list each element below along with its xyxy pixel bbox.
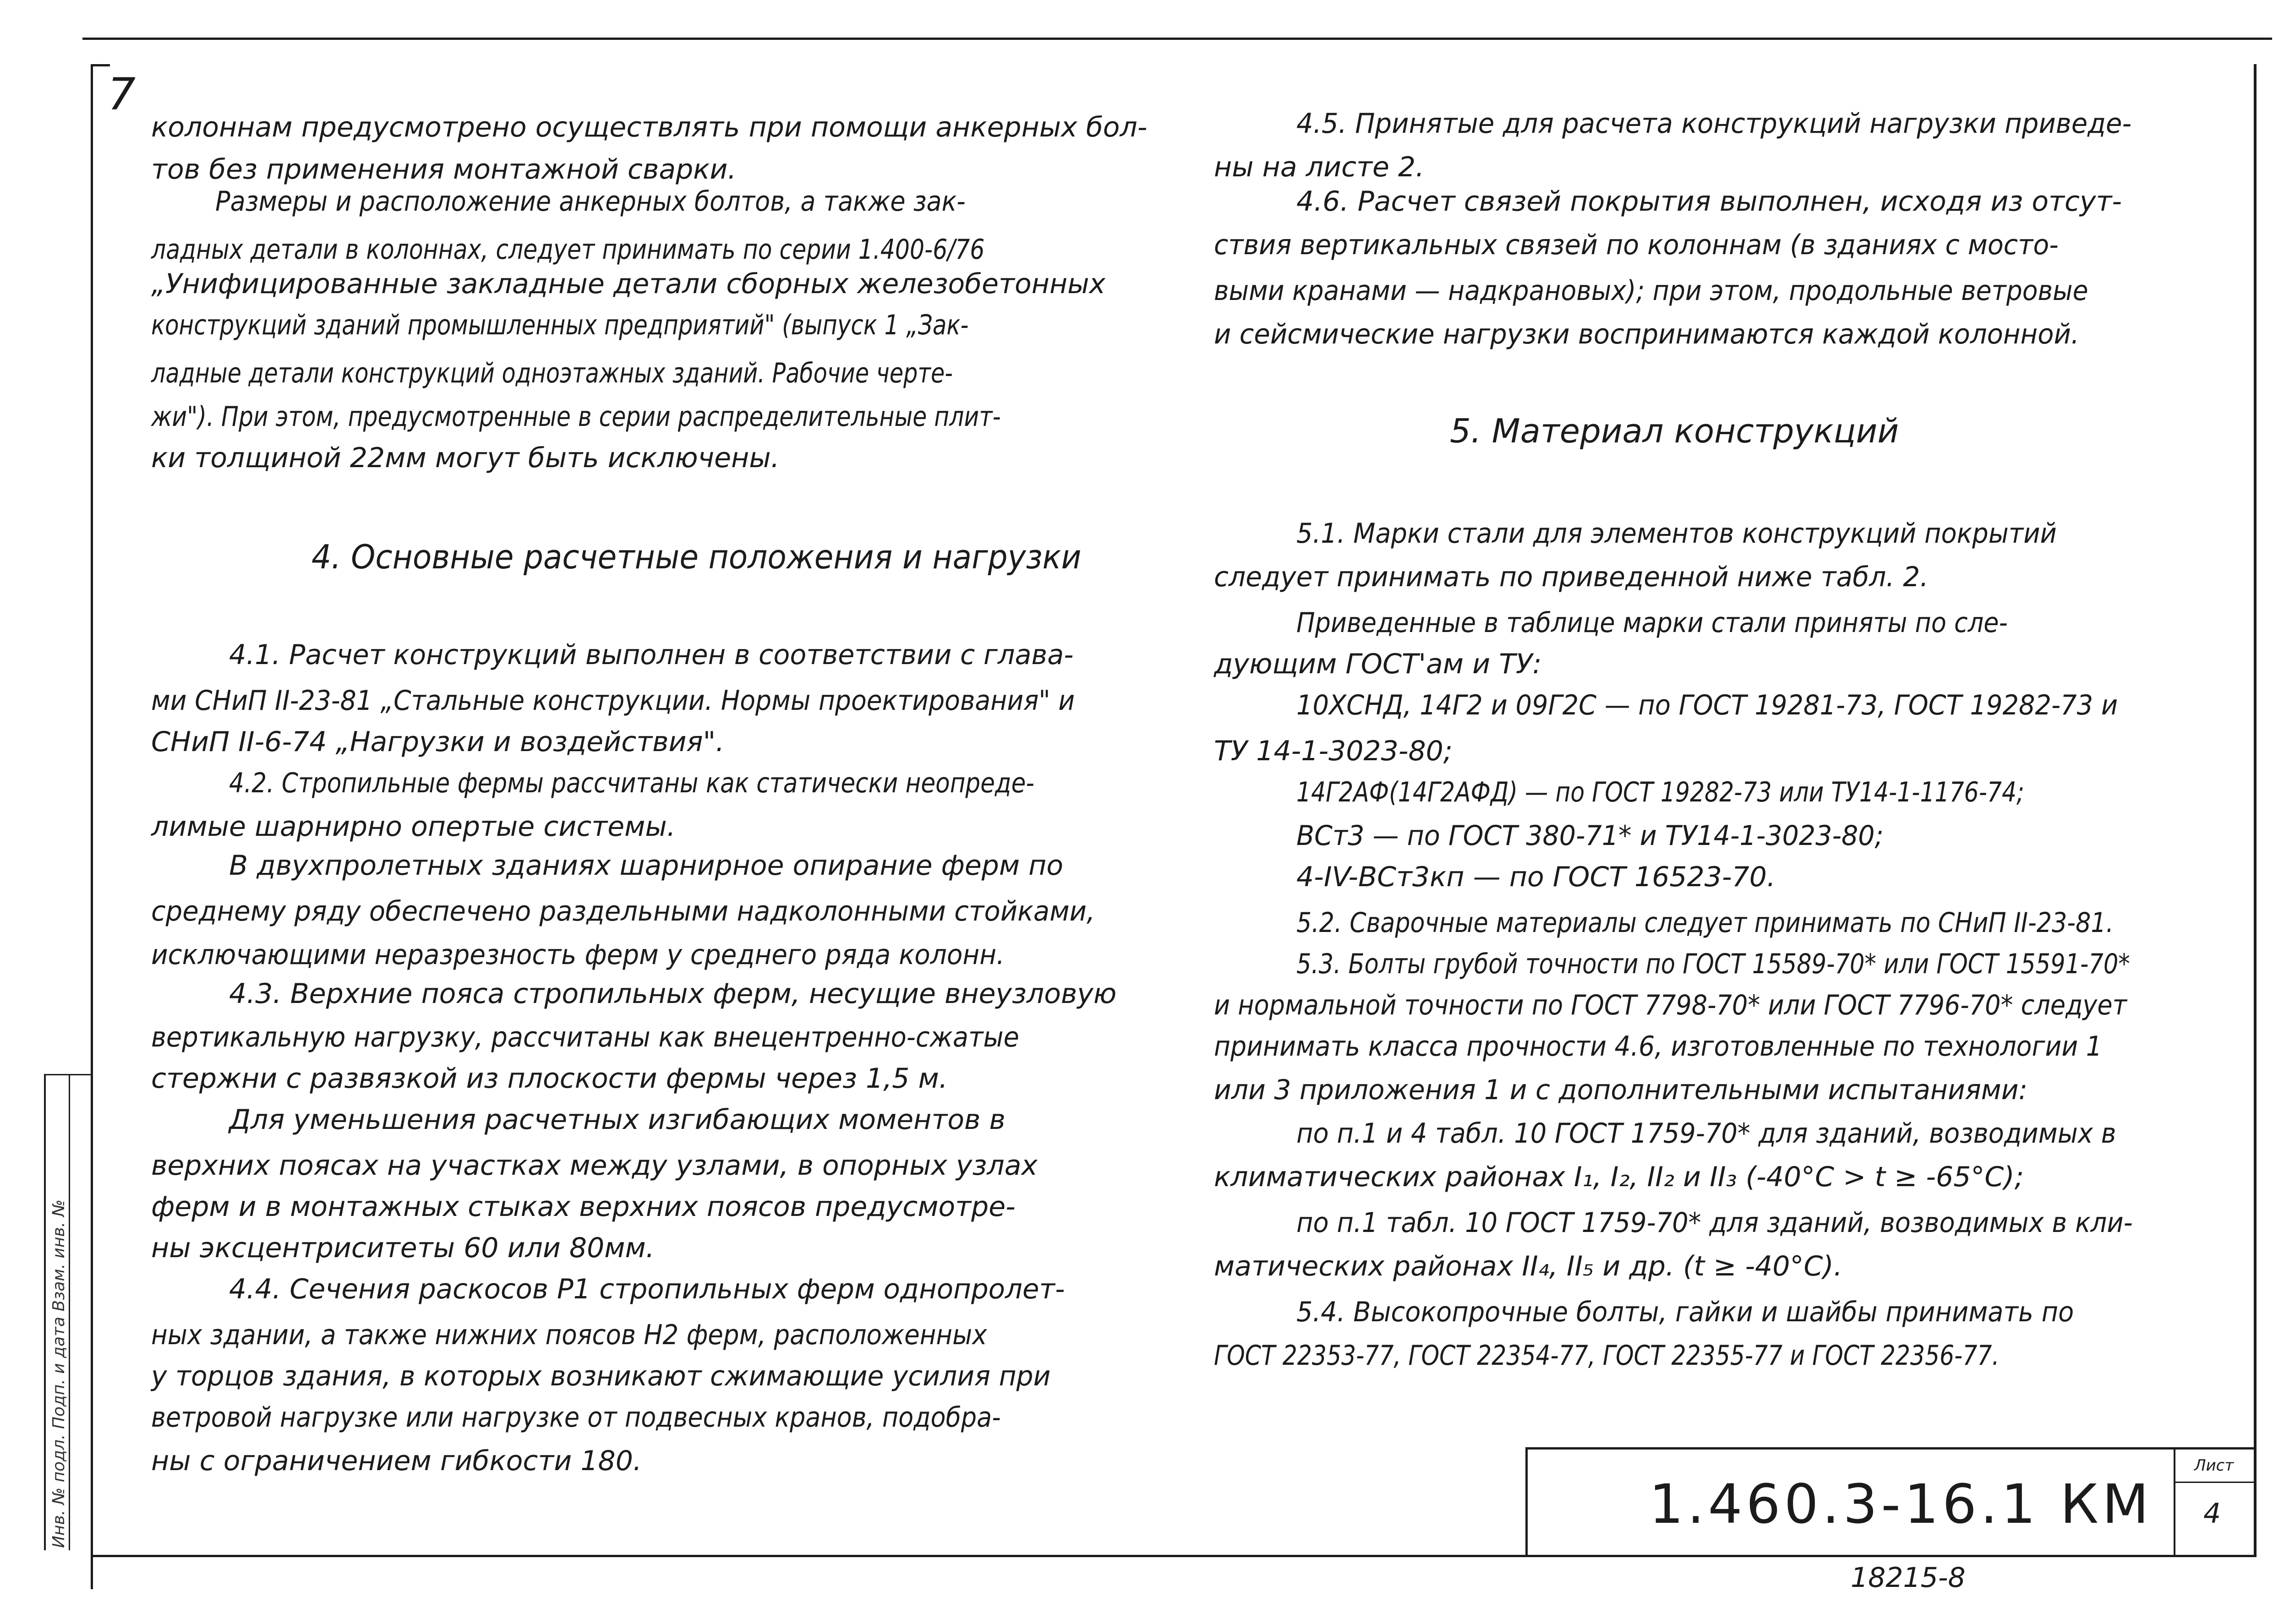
text-line: „Унифицированные закладные детали сборных железобетонных: [151, 268, 1106, 300]
text-line: стержни с развязкой из плоскости фермы через 1,5 м.: [151, 1063, 948, 1095]
text-line: ки толщиной 22мм могут быть исключены.: [151, 442, 780, 474]
text-line: ны эксцентриситеты 60 или 80мм.: [151, 1232, 655, 1264]
text-line: конструкций зданий промышленных предприятий" (выпуск 1 „Зак-: [151, 309, 969, 341]
text-line: и нормальной точности по ГОСТ 7798-70* или ГОСТ 7796-70* следует: [1214, 989, 2127, 1021]
text-line: ми СНиП II-23-81 „Стальные конструкции. Нормы проектирования" и: [151, 685, 1075, 717]
side-strip-top: [44, 1074, 92, 1075]
page-number: 7: [108, 69, 136, 120]
text-line: исключающими неразрезность ферм у среднего ряда колонн.: [151, 939, 1005, 971]
text-line: 5.4. Высокопрочные болты, гайки и шайбы принимать по: [1296, 1296, 2074, 1328]
text-line: ладные детали конструкций одноэтажных зданий. Рабочие черте-: [151, 357, 953, 389]
top-border: [82, 38, 2272, 40]
sheet-number: 4: [2203, 1498, 2221, 1530]
section-4-title: 4. Основные расчетные положения и нагрузки: [311, 538, 1082, 576]
text-line: ны с ограничением гибкости 180.: [151, 1445, 642, 1477]
text-line: 4.2. Стропильные фермы рассчитаны как статически неопреде-: [229, 767, 1034, 799]
text-line: принимать класса прочности 4.6, изготовленные по технологии 1: [1214, 1030, 2102, 1063]
text-line: 4.1. Расчет конструкций выполнен в соответствии с глава-: [229, 639, 1074, 671]
text-line: лимые шарнирно опертые системы.: [151, 811, 676, 843]
text-line: по п.1 и 4 табл. 10 ГОСТ 1759-70* для зданий, возводимых в: [1296, 1117, 2116, 1150]
inventory-number: 18215-8: [1851, 1562, 1966, 1594]
text-line: 5.2. Сварочные материалы следует принимать по СНиП II-23-81.: [1296, 907, 2114, 939]
text-line: Для уменьшения расчетных изгибающих моментов в: [229, 1104, 1005, 1136]
text-line: Приведенные в таблице марки стали приняты по сле-: [1296, 607, 2008, 639]
sheet-cell-line: [2174, 1482, 2254, 1483]
title-block-left: [1525, 1447, 1528, 1557]
text-line: 4.3. Верхние пояса стропильных ферм, несущие внеузловую: [229, 978, 1117, 1010]
text-line: вертикальную нагрузку, рассчитаны как внецентренно-сжатые: [151, 1021, 1019, 1053]
text-line: ферм и в монтажных стыках верхних поясов предусмотре-: [151, 1191, 1016, 1223]
title-block-top: [1525, 1447, 2256, 1450]
text-line: ВСт3 — по ГОСТ 380-71* и ТУ14-1-3023-80;: [1296, 820, 1884, 852]
side-strip-line-2: [69, 1074, 70, 1550]
text-line: 4-IV-ВСт3кп — по ГОСТ 16523-70.: [1296, 861, 1776, 893]
text-line: Размеры и расположение анкерных болтов, а также зак-: [215, 185, 966, 218]
bottom-border: [91, 1555, 2256, 1557]
text-line: ГОСТ 22353-77, ГОСТ 22354-77, ГОСТ 22355-77 и ГОСТ 22356-77.: [1214, 1340, 2000, 1372]
text-line: ны на листе 2.: [1214, 151, 1425, 183]
text-line: ветровой нагрузке или нагрузке от подвесных кранов, подобра-: [151, 1401, 1001, 1433]
section-5-title: 5. Материал конструкций: [1450, 412, 1899, 450]
title-block-divider: [2174, 1447, 2175, 1557]
text-line: В двухпролетных зданиях шарнирное опирание ферм по: [229, 850, 1064, 882]
text-line: 10ХСНД, 14Г2 и 09Г2С — по ГОСТ 19281-73, ГОСТ 19282-73 и: [1296, 689, 2118, 721]
text-line: и сейсмические нагрузки воспринимаются каждой колонной.: [1214, 318, 2080, 350]
text-line: ладных детали в колоннах, следует принимать по серии 1.400-6/76: [151, 234, 985, 266]
text-line: 4.4. Сечения раскосов Р1 стропильных ферм однопролет-: [229, 1273, 1065, 1305]
text-line: СНиП II-6-74 „Нагрузки и воздействия".: [151, 726, 725, 758]
text-line: 4.6. Расчет связей покрытия выполнен, исходя из отсут-: [1296, 185, 2122, 218]
text-line: матических районах II₄, II₅ и др. (t ≥ -40°С).: [1214, 1250, 1842, 1282]
text-line: колоннам предусмотрено осуществлять при помощи анкерных бол-: [151, 111, 1147, 143]
text-line: выми кранами — надкрановых); при этом, продольные ветровые: [1214, 275, 2088, 307]
text-line: 5.3. Болты грубой точности по ГОСТ 15589-70* или ГОСТ 15591-70*: [1296, 948, 2130, 980]
side-strip-line-1: [44, 1074, 46, 1550]
text-line: жи"). При этом, предусмотренные в серии распределительные плит-: [151, 401, 1001, 433]
text-line: среднему ряду обеспечено раздельными надколонными стойками,: [151, 895, 1095, 927]
text-line: верхних поясах на участках между узлами, в опорных узлах: [151, 1150, 1038, 1182]
text-line: 5.1. Марки стали для элементов конструкций покрытий: [1296, 518, 2057, 550]
text-line: по п.1 табл. 10 ГОСТ 1759-70* для зданий, возводимых в кли-: [1296, 1207, 2133, 1239]
text-line: у торцов здания, в которых возникают сжимающие усилия при: [151, 1360, 1051, 1392]
sheet-label: Лист: [2194, 1456, 2234, 1475]
text-line: ТУ 14-1-3023-80;: [1214, 735, 1453, 767]
left-border: [91, 64, 93, 1589]
text-line: 14Г2АФ(14Г2АФД) — по ГОСТ 19282-73 или ТУ14-1-1176-74;: [1296, 776, 2025, 808]
text-line: дующим ГОСТ'ам и ТУ:: [1214, 648, 1542, 680]
text-line: следует принимать по приведенной ниже табл. 2.: [1214, 561, 1929, 593]
text-line: ствия вертикальных связей по колоннам (в зданиях с мосто-: [1214, 229, 2059, 261]
text-line: или 3 приложения 1 и с дополнительными испытаниями:: [1214, 1074, 2028, 1106]
left-border-tick: [91, 64, 110, 66]
right-border: [2254, 64, 2257, 1557]
text-line: тов без применения монтажной сварки.: [151, 153, 737, 185]
text-line: ных здании, а также нижних поясов Н2 ферм, расположенных: [151, 1319, 987, 1351]
side-stamp-text: Инв. № подл. Подп. и дата Взам. инв. №: [49, 1199, 68, 1548]
text-line: 4.5. Принятые для расчета конструкций нагрузки приведе-: [1296, 108, 2132, 140]
drawing-code: 1.460.3-16.1 КМ: [1649, 1472, 2153, 1536]
text-line: климатических районах I₁, I₂, II₂ и II₃ (-40°С > t ≥ -65°С);: [1214, 1161, 2024, 1193]
